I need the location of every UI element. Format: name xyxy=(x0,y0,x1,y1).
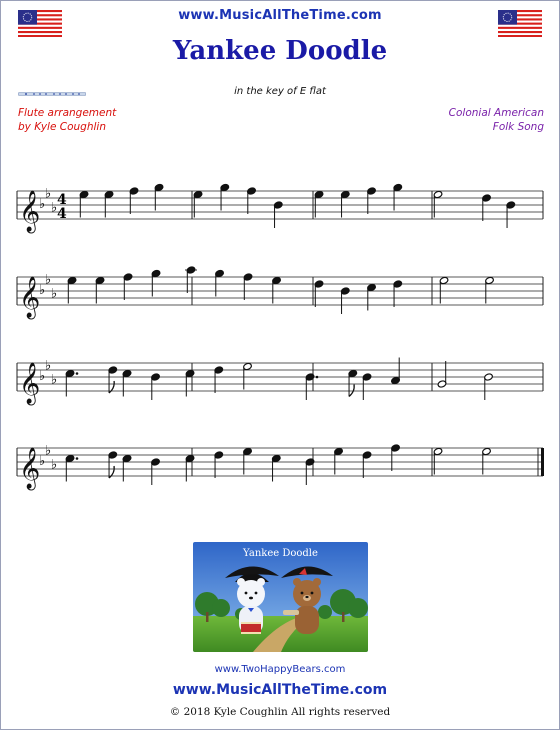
song-title: Yankee Doodle xyxy=(172,36,388,66)
origin-line-1: Colonial American xyxy=(448,107,544,119)
key-signature-flat: ♭ xyxy=(39,197,46,212)
key-signature-flat: ♭ xyxy=(45,358,52,374)
treble-clef: 𝄞 xyxy=(19,448,41,489)
key-signature-flat: ♭ xyxy=(51,286,58,302)
key-signature-flat: ♭ xyxy=(39,283,46,298)
key-line: in the key of E flat xyxy=(234,86,326,97)
treble-clef: 𝄞 xyxy=(19,363,41,404)
key-signature-flat: ♭ xyxy=(39,369,46,384)
note-dot xyxy=(76,457,79,460)
key-signature-flat: ♭ xyxy=(45,443,52,459)
time-signature-bottom: 4 xyxy=(57,206,67,222)
copyright-notice: © 2018 Kyle Coughlin All rights reserved xyxy=(169,706,391,718)
treble-clef: 𝄞 xyxy=(19,277,41,318)
arrangement-line-1: Flute arrangement xyxy=(18,107,117,119)
site-url-footer[interactable]: www.MusicAllTheTime.com xyxy=(172,682,388,698)
final-bar-thick xyxy=(541,448,544,476)
time-signature-top: 4 xyxy=(57,192,67,208)
illustration-title: Yankee Doodle xyxy=(243,548,318,559)
two-happy-bears-link[interactable]: www.TwoHappyBears.com xyxy=(214,664,346,675)
key-signature-flat: ♭ xyxy=(51,457,58,473)
arrangement-line-2: by Kyle Coughlin xyxy=(18,121,106,133)
origin-line-2: Folk Song xyxy=(492,121,544,133)
key-signature-flat: ♭ xyxy=(51,200,58,216)
key-signature-flat: ♭ xyxy=(45,272,52,288)
note-dot xyxy=(76,372,79,375)
treble-clef: 𝄞 xyxy=(19,191,41,232)
key-signature-flat: ♭ xyxy=(39,454,46,469)
site-url-header[interactable]: www.MusicAllTheTime.com xyxy=(178,8,382,23)
key-signature-flat: ♭ xyxy=(45,186,52,202)
key-signature-flat: ♭ xyxy=(51,372,58,388)
note-dot xyxy=(316,376,319,379)
note-flag xyxy=(349,385,354,397)
two-happy-bears-illustration[interactable] xyxy=(193,542,368,652)
